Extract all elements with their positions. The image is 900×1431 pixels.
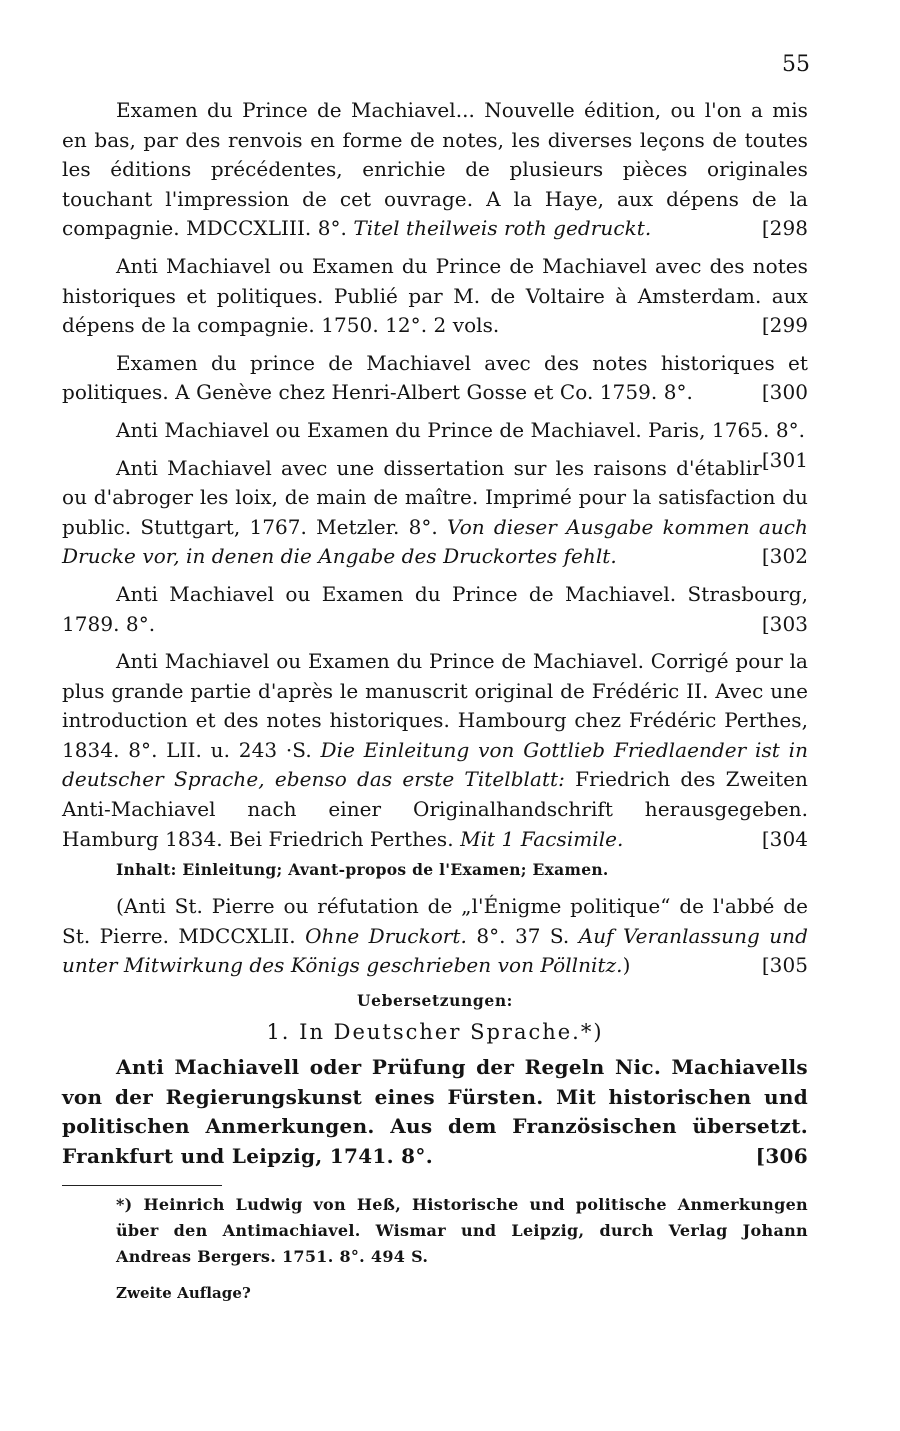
german-heading: 1. In Deutscher Sprache.*) bbox=[266, 1020, 604, 1045]
entry-number: [298 bbox=[761, 216, 808, 241]
entry-306 bbox=[62, 1053, 808, 1171]
entry-note-authorship: Auf Veranlassung und unter Mitwirkung des Königs geschrieben von Pöllnitz. bbox=[62, 923, 808, 978]
entry-number: [305 bbox=[761, 953, 808, 978]
entry-text: (Anti St. Pierre ou réfutation de „l'Énigme politique“ de l'abbé de St. Pierre. MDCCXLII. bbox=[62, 894, 808, 948]
entry-number: [306 bbox=[755, 1143, 808, 1168]
entry-text: Examen du prince de Machiavel avec des notes historiques et politiques. A Genève chez Henri-Albert Gosse et Co. 1759. 8°. bbox=[62, 350, 808, 405]
entry-number: [304 bbox=[761, 826, 808, 851]
entry-text-continued: Friedrich des Zweiten Anti-Machiavel nach einer Originalhandschrift herausgegeben. Hamburg 1834. Bei Friedrich Perthes. bbox=[62, 767, 808, 851]
entry-text-continued: 8°. 37 S. bbox=[476, 923, 570, 948]
entry-facsimile-note: Mit 1 Facsimile. bbox=[460, 826, 624, 851]
entry-304 bbox=[62, 647, 808, 854]
entry-text: Anti Machiavell oder Prüfung der Regeln Nic. Machiavells von der Regierungskunst eines Fürsten. Mit historischen und politischen Anmerkungen. Aus dem Französischen übersetzt. Frankfurt und Leipzig, 1741. 8°. bbox=[62, 1055, 808, 1168]
entry-number: [301 bbox=[761, 447, 808, 472]
entry-text: Anti Machiavel ou Examen du Prince de Machiavel avec des notes historiques et politiques. Publié par M. de Voltaire à Amsterdam. aux dépens de la compagnie. 1750. 12°. 2 vols. bbox=[62, 253, 808, 338]
entry-note: Die Einleitung von Gottlieb Friedlaender ist in deutscher Sprache, ebenso das erste Titelblatt: bbox=[62, 737, 808, 792]
entry-301 bbox=[62, 416, 808, 472]
footnote-second-edition: Zweite Auflage? bbox=[116, 1284, 251, 1303]
entry-305 bbox=[62, 892, 808, 981]
entry-number: [303 bbox=[761, 611, 808, 636]
footnote-text: *) Heinrich Ludwig von Heß, Historische und politische Anmerkungen über den Antimachiavel. Wismar und Leipzig, durch Verlag Johann Andreas Bergers. 1751. 8°. 494 S. bbox=[116, 1195, 808, 1267]
entry-text: Anti Machiavel ou Examen du Prince de Machiavel. Corrigé pour la plus grande partie d'après le manuscrit original de Frédéric II. Avec une introduction et des notes historiques. Hambourg chez Frédéric Perthes, 1834. 8°. LII. u. 243 ·S. bbox=[62, 649, 808, 762]
entry-298 bbox=[62, 96, 808, 244]
entry-text: Anti Machiavel avec une dissertation sur les raisons d'établir ou d'abroger les loix, de main de maître. Imprimé pour la satisfaction du public. Stuttgart, 1767. Metzler. 8°. bbox=[62, 455, 808, 539]
entry-299 bbox=[62, 252, 808, 341]
entry-text: Anti Machiavel ou Examen du Prince de Machiavel. Paris, 1765. 8°. bbox=[116, 417, 806, 442]
footnote bbox=[62, 1192, 808, 1306]
entry-note: Titel theilweis roth gedruckt. bbox=[353, 216, 652, 241]
page-number: 55 bbox=[782, 52, 810, 77]
entry-number: [300 bbox=[761, 380, 808, 405]
entry-note: Ohne Druckort. bbox=[305, 923, 467, 948]
entry-number: [302 bbox=[761, 544, 808, 569]
entry-closing-paren: ) bbox=[622, 953, 631, 978]
entry-text: Anti Machiavel ou Examen du Prince de Machiavel. Strasbourg, 1789. 8°. bbox=[62, 581, 808, 636]
contents-note: Inhalt: Einleitung; Avant-propos de l'Examen; Examen. bbox=[116, 860, 609, 880]
bibliography-body bbox=[62, 96, 808, 1306]
entry-text: Examen du Prince de Machiavel... Nouvelle édition, ou l'on a mis en bas, par des renvois en forme de notes, les diverses leçons de toutes les éditions précédentes, enrichie de plusieurs pièces originales touchant l'impression de cet ouvrage. A la Haye, aux dépens de la compagnie. MDCCXLIII. 8°. bbox=[62, 98, 808, 241]
footnote-rule bbox=[62, 1185, 222, 1186]
entry-300 bbox=[62, 349, 808, 408]
entry-number: [299 bbox=[761, 313, 808, 338]
entry-303 bbox=[62, 580, 808, 639]
entry-302 bbox=[62, 454, 808, 572]
entry-note: Von dieser Ausgabe kommen auch Drucke vor, in denen die Angabe des Druckortes fehlt. bbox=[62, 514, 808, 569]
translations-heading: Uebersetzungen: bbox=[356, 991, 514, 1011]
